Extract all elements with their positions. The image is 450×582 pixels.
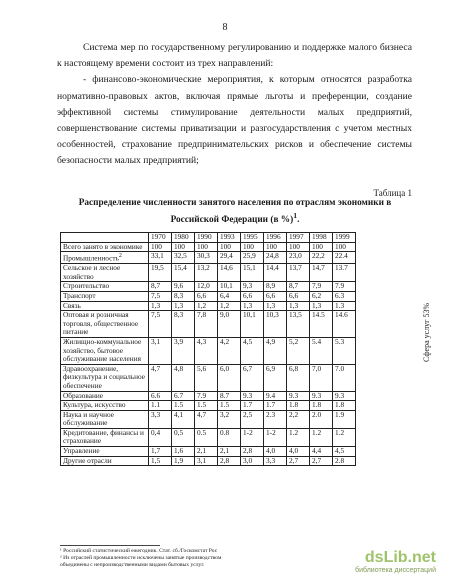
- table-row-label: [61, 311, 149, 338]
- table-cell: 1.9: [333, 410, 356, 428]
- table-cell: 4,9: [264, 337, 287, 364]
- table-cell: 4,7: [195, 410, 218, 428]
- table-cell: 1.3: [333, 301, 356, 311]
- table-cell: 7,5: [149, 291, 172, 301]
- table-cell: 8,3: [172, 311, 195, 338]
- table-cell: 1.2: [333, 428, 356, 446]
- table-cell: 13,2: [195, 264, 218, 282]
- row-footnote-ref: 2: [118, 253, 122, 260]
- table-cell: 1-2: [241, 428, 264, 446]
- table-row-label: [61, 456, 149, 466]
- table-cell: 9.3: [310, 391, 333, 401]
- row-label-text: Связь: [63, 300, 81, 310]
- table-title: Распределение численности занятого населения по отраслям экономики в Российской Федерации (в %)$^1$.: [78, 198, 392, 225]
- table-cell: 14.5: [310, 311, 333, 338]
- table-cell: 2.3: [264, 410, 287, 428]
- table-cell: 9.3: [241, 391, 264, 401]
- table-cell: 1.8: [287, 401, 310, 411]
- table-row: [61, 337, 356, 364]
- table-cell: 3,1: [195, 456, 218, 466]
- table-cell: 25,9: [241, 252, 264, 264]
- table-label: Таблица 1: [373, 188, 412, 198]
- watermark-subtitle: библиотека диссертаций: [355, 567, 436, 574]
- table-cell: 8,7: [149, 282, 172, 292]
- table-cell: 1,3: [264, 301, 287, 311]
- table-cell: 6.3: [333, 291, 356, 301]
- table-cell: 100: [149, 242, 172, 252]
- table-cell: 7,8: [195, 311, 218, 338]
- table-cell: 1.5: [218, 401, 241, 411]
- table-cell: 1,6: [172, 447, 195, 457]
- table-cell: 14,6: [218, 264, 241, 282]
- table-cell: 8,3: [172, 291, 195, 301]
- table-cell: 7,0: [310, 364, 333, 391]
- employment-table: [60, 232, 356, 466]
- table-cell: 100: [264, 242, 287, 252]
- table-cell: 4,5: [333, 447, 356, 457]
- table-cell: 14.6: [333, 311, 356, 338]
- table-cell: 7.0: [333, 364, 356, 391]
- table-cell: 3,9: [172, 337, 195, 364]
- paragraph-financial-measures: - финансово-экономические мероприятия, к которым относятся разработка нормативно-правовых актов, включая прямые льготы и преференции, создание эффективной системы стимулирование деятельности малых предприятий, совершенствование системы приватизации и разгосударствления с учетом местных особенностей, страхование предпринимательских рисков и обеспечение системы безопасности малых предприятий;: [57, 74, 412, 167]
- table-cell: 9,3: [241, 282, 264, 292]
- table-row-label: [61, 428, 149, 446]
- table-header-year: 1990: [195, 233, 218, 243]
- table-cell: 6,9: [264, 364, 287, 391]
- table-cell: 6,8: [287, 364, 310, 391]
- table-cell: 13,5: [287, 311, 310, 338]
- row-label-text: Сельское и лесное хозяйство: [63, 263, 121, 281]
- table-cell: 9.3: [287, 391, 310, 401]
- table-cell: 8.7: [218, 391, 241, 401]
- table-cell: 100: [241, 242, 264, 252]
- table-cell: 1,2: [218, 301, 241, 311]
- table-cell: 8,9: [264, 282, 287, 292]
- row-label-text: Образование: [63, 390, 103, 400]
- footnotes: [60, 545, 390, 569]
- table-cell: 1.5: [195, 401, 218, 411]
- table-cell: 0,4: [149, 428, 172, 446]
- table-cell: 4,0: [287, 447, 310, 457]
- table-title-text: Распределение численности занятого населения по отраслям экономики в Российской Федерации (в %): [78, 198, 392, 225]
- table-cell: 3,0: [241, 456, 264, 466]
- table-header-year: 1993: [218, 233, 241, 243]
- table-cell: 6,6: [264, 291, 287, 301]
- table-cell: 0.8: [218, 428, 241, 446]
- table-cell: 9.3: [333, 391, 356, 401]
- table-cell: 2,1: [218, 447, 241, 457]
- table-cell: 5,6: [195, 364, 218, 391]
- side-note-services: Сфера услуг 53%: [422, 302, 431, 362]
- table-cell: 32,5: [172, 252, 195, 264]
- table-cell: 2,1: [195, 447, 218, 457]
- table-header-year: 1998: [310, 233, 333, 243]
- table-cell: 7,9: [310, 282, 333, 292]
- table-cell: 6.6: [149, 391, 172, 401]
- table-row: [61, 456, 356, 466]
- table-cell: 1,3: [149, 301, 172, 311]
- table-cell: 100: [333, 242, 356, 252]
- table-cell: 4,3: [195, 337, 218, 364]
- row-label-text: Промышленность: [63, 253, 119, 263]
- footnote-3: объединены с непроизводственными видами бытовых услуг.: [60, 562, 205, 568]
- table-row: [61, 264, 356, 282]
- table-header-year: 1980: [172, 233, 195, 243]
- row-label-text: Управление: [63, 446, 100, 456]
- table-cell: 1.8: [333, 401, 356, 411]
- table-cell: 10,1: [241, 311, 264, 338]
- table-row: [61, 428, 356, 446]
- table-cell: 7,5: [149, 311, 172, 338]
- table-cell: 5.4: [310, 337, 333, 364]
- table-cell: 24,8: [264, 252, 287, 264]
- table-cell: 4,5: [241, 337, 264, 364]
- table-row-label: [61, 242, 149, 252]
- table-cell: 100: [195, 242, 218, 252]
- table-cell: 1,9: [172, 456, 195, 466]
- table-cell: 9.4: [264, 391, 287, 401]
- table-cell: 7.9: [333, 282, 356, 292]
- table-cell: 10,3: [264, 311, 287, 338]
- table-cell: 4,7: [149, 364, 172, 391]
- table-cell: 30,3: [195, 252, 218, 264]
- table-cell: 2.8: [333, 456, 356, 466]
- row-label-text: Здравоохранение, физкультура и социальное обеспечение: [63, 363, 146, 390]
- table-cell: 6.7: [172, 391, 195, 401]
- table-cell: 9,0: [218, 311, 241, 338]
- watermark-logo: dsLib.net: [364, 549, 436, 566]
- table-cell: 13,7: [287, 264, 310, 282]
- table-cell: 2,2: [287, 410, 310, 428]
- table-cell: 22.4: [333, 252, 356, 264]
- table-cell: 4,2: [218, 337, 241, 364]
- table-cell: 0.5: [195, 428, 218, 446]
- table-cell: 1,3: [310, 301, 333, 311]
- table-cell: 1,2: [195, 301, 218, 311]
- table-row: [61, 291, 356, 301]
- row-label-text: Наука и научное обслуживание: [63, 409, 114, 428]
- table-cell: 2.0: [310, 410, 333, 428]
- table-cell: 4,1: [172, 410, 195, 428]
- table-cell: 100: [310, 242, 333, 252]
- row-label-text: Культура, искусство: [63, 400, 126, 410]
- table-cell: 8,7: [287, 282, 310, 292]
- table-row-label: [61, 337, 149, 364]
- table-cell: 7.9: [195, 391, 218, 401]
- table-cell: 6,4: [218, 291, 241, 301]
- table-cell: 3,2: [218, 410, 241, 428]
- table-cell: 1,3: [241, 301, 264, 311]
- table-cell: 1.7: [241, 401, 264, 411]
- table-cell: 13.7: [333, 264, 356, 282]
- table-cell: 4,0: [264, 447, 287, 457]
- table-row-label: [61, 252, 149, 264]
- table-cell: 6,6: [241, 291, 264, 301]
- table-cell: 1,3: [172, 301, 195, 311]
- table-header-year: 1995: [241, 233, 264, 243]
- body-text: [57, 40, 412, 170]
- table-cell: 100: [172, 242, 195, 252]
- table-cell: 1,5: [149, 456, 172, 466]
- table-row: [61, 311, 356, 338]
- row-label-text: Другие отрасли: [63, 455, 112, 465]
- table-row-label: [61, 410, 149, 428]
- table-cell: 2,5: [241, 410, 264, 428]
- table-cell: 14,4: [264, 264, 287, 282]
- table-cell: 100: [218, 242, 241, 252]
- table-header-year: 1999: [333, 233, 356, 243]
- table-cell: 6,2: [310, 291, 333, 301]
- table-cell: 9,6: [172, 282, 195, 292]
- table-cell: 33,1: [149, 252, 172, 264]
- table-cell: 14,7: [310, 264, 333, 282]
- table-header-year: 1996: [264, 233, 287, 243]
- table-cell: 3,3: [264, 456, 287, 466]
- table-cell: 2,7: [287, 456, 310, 466]
- table-header-year: 1970: [149, 233, 172, 243]
- table-header-year: 1997: [287, 233, 310, 243]
- table-title-footnote-ref: 1: [293, 210, 298, 220]
- table-cell: 2,8: [218, 456, 241, 466]
- table-cell: 2,7: [310, 456, 333, 466]
- table-cell: 1.7: [264, 401, 287, 411]
- table-cell: 1.1: [149, 401, 172, 411]
- row-label-text: Кредитование, финансы и страхование: [63, 427, 144, 446]
- table-cell: 19,5: [149, 264, 172, 282]
- table-cell: 15,1: [241, 264, 264, 282]
- table-cell: 1-2: [264, 428, 287, 446]
- table-cell: 3,3: [149, 410, 172, 428]
- table-row: [61, 252, 356, 264]
- row-label-text: Транспорт: [63, 290, 96, 300]
- table-cell: 5.3: [333, 337, 356, 364]
- table-cell: 12,0: [195, 282, 218, 292]
- table-cell: 6,6: [287, 291, 310, 301]
- table-cell: 1,3: [287, 301, 310, 311]
- table-cell: 0,5: [172, 428, 195, 446]
- row-label-text: Всего занято в экономике: [63, 241, 143, 251]
- footnote-1: ¹ Российский статистический ежегодник. Стат. сб./Госкомстат Рос: [60, 548, 218, 554]
- table-cell: 6,6: [195, 291, 218, 301]
- table-cell: 10,1: [218, 282, 241, 292]
- table-cell: 15,4: [172, 264, 195, 282]
- table-cell: 29,4: [218, 252, 241, 264]
- table-cell: 1.2: [287, 428, 310, 446]
- row-label-text: Строительство: [63, 281, 110, 291]
- table-row: [61, 410, 356, 428]
- table-row-label: [61, 264, 149, 282]
- table-cell: 5,2: [287, 337, 310, 364]
- table-cell: 4,8: [172, 364, 195, 391]
- table-cell: 23,0: [287, 252, 310, 264]
- table-cell: 4,4: [310, 447, 333, 457]
- footnote-2: ² Из отраслей промышленности исключены занятые производством: [60, 555, 222, 561]
- table-cell: 6,7: [241, 364, 264, 391]
- table-cell: 3,1: [149, 337, 172, 364]
- table-cell: 1.5: [172, 401, 195, 411]
- footnote-rule: [60, 545, 160, 546]
- table-cell: 100: [287, 242, 310, 252]
- row-label-text: Жилищно-коммунальное хозяйство, бытовое обслуживание населения: [63, 336, 142, 364]
- watermark: [355, 549, 436, 574]
- table-cell: 6,0: [218, 364, 241, 391]
- table-cell: 1,7: [149, 447, 172, 457]
- table-cell: 1.8: [310, 401, 333, 411]
- table-row: [61, 364, 356, 391]
- table-cell: 1.2: [310, 428, 333, 446]
- table-cell: 2,8: [241, 447, 264, 457]
- page-number: 8: [222, 22, 228, 33]
- table-row-label: [61, 364, 149, 391]
- table-cell: 22,2: [310, 252, 333, 264]
- paragraph-intro: Система мер по государственному регулированию и поддержке малого бизнеса к настоящему времени состоит из трех направлений:: [57, 42, 412, 70]
- row-label-text: Оптовая и розничная торговля, общественное питание: [63, 310, 139, 337]
